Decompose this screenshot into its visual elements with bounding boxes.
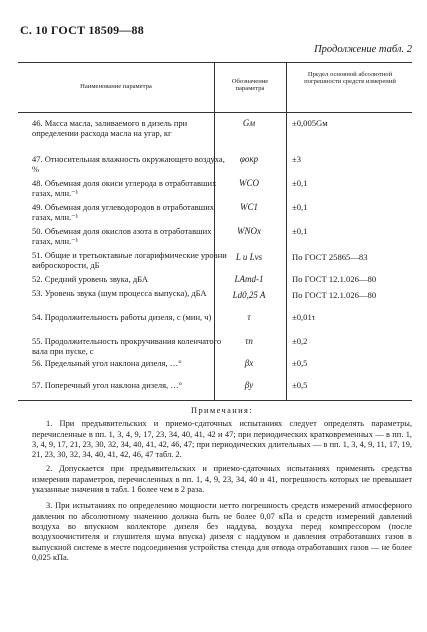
row-53-symbol: Ld0,25 A bbox=[232, 290, 266, 300]
row-51-name: 51. Общие и третьоктавные логарифмические уровни виброскорости, дБ bbox=[32, 250, 227, 270]
row-55-limit: ±0,2 bbox=[292, 336, 308, 346]
row-50-symbol: WNOx bbox=[237, 226, 261, 236]
note-3: 3. При испытаниях по определению мощности нетто погрешность средств измерений атмосферного давления по абсолютному значению должна быть не более 0,07 кПа и средств измерений давлений воздуха во впускном коллекторе дизеля без наддува, воздуха перед компрессором (после воздухоочистителя и глушителя шума впуска) дизеля с наддувом и давления отработавших газов в выпускной системе в месте подсоединения устройства стенда для отвода отработавших газов — не более 0,025 кПа. bbox=[32, 501, 412, 562]
row-47-name: 47. Относительная влажность окружающего воздуха, % bbox=[32, 154, 225, 174]
row-52-limit: По ГОСТ 12.1.026—80 bbox=[292, 274, 377, 284]
column-header-symbol: Обозначение параметра bbox=[231, 78, 269, 93]
row-50-name: 50. Объемная доля окислов азота в отработавших газах, млн.⁻¹ bbox=[32, 226, 212, 246]
notes-title: Примечания: bbox=[191, 406, 253, 415]
row-52-name: 52. Средний уровень звука, дБА bbox=[32, 274, 149, 284]
table-top-rule bbox=[18, 62, 412, 63]
row-54-name: 54. Продолжительность работы дизеля, с (мин, ч) bbox=[32, 312, 212, 322]
row-47-limit: ±3 bbox=[292, 154, 302, 164]
row-55-name: 55. Продолжительность прокручивания коленчатого вала при пуске, с bbox=[32, 336, 222, 356]
row-49-symbol: WC1 bbox=[240, 202, 258, 212]
row-57-limit: ±0,5 bbox=[292, 380, 308, 390]
row-57-name: 57. Поперечный угол наклона дизеля, …° bbox=[32, 380, 183, 390]
row-53-limit: По ГОСТ 12.1.026—80 bbox=[292, 290, 377, 300]
row-48-symbol: WCO bbox=[239, 178, 259, 188]
row-57-symbol: βy bbox=[244, 380, 254, 390]
row-46-limit: ±0,005Gм bbox=[292, 118, 328, 128]
row-48-name: 48. Объемная доля окиси углерода в отработавших газах, млн.⁻¹ bbox=[32, 178, 217, 198]
page-header: С. 10 ГОСТ 18509—88 bbox=[20, 23, 144, 37]
row-50-limit: ±0,1 bbox=[292, 226, 308, 236]
column-header-limit: Предел основной абсолютной погрешности средств измерений bbox=[304, 71, 396, 86]
row-53-name: 53. Уровень звука (шум процесса выпуска), дБА bbox=[32, 288, 207, 298]
table-continuation-label: Продолжение табл. 2 bbox=[314, 44, 412, 55]
column-divider-2 bbox=[286, 62, 287, 400]
row-46-name: 46. Масса масла, заливаемого в дизель при определении расхода масла на угар, кг bbox=[32, 118, 188, 138]
notes-section bbox=[32, 406, 412, 567]
note-1: 1. При предъявительских и приемо-сдаточных испытаниях следует определять параметры, перечисленные в пп. 1, 3, 4, 9, 17, 23, 34, 40, 41, 42 и 47; при периодических кратковременных — в пп. 1, 3, 4, 9, 17, 21, 23, 30, 32, 34, 40, 41, 42, 46, 47; при периодических длительных — в пп. 1, 3, 4, 9, 11, 17, 19, 21, 23, 30, 32, 34, 40, 41, 42, 46, 47 табл. 2. bbox=[32, 419, 412, 460]
row-46-symbol: Gм bbox=[242, 118, 256, 128]
row-47-symbol: φокр bbox=[239, 154, 259, 164]
table-bottom-rule bbox=[18, 400, 412, 401]
row-56-symbol: βx bbox=[244, 358, 254, 368]
row-55-symbol: τп bbox=[245, 336, 253, 346]
row-49-limit: ±0,1 bbox=[292, 202, 308, 212]
row-49-name: 49. Объемная доля углеводородов в отработавших газах, млн.⁻¹ bbox=[32, 202, 214, 222]
parameters-table bbox=[18, 62, 412, 400]
note-2: 2. Допускается при предъявительских и приемо-сдаточных испытаниях применять средства измерения параметров, перечисленных в пп. 1, 4, 9, 23, 34, 40 и 41, погрешность которых не превышает указанные значения в табл. 1 более чем в 2 раза. bbox=[32, 464, 412, 495]
column-header-name: Наименование параметра bbox=[80, 83, 152, 90]
row-56-limit: ±0,5 bbox=[292, 358, 308, 368]
table-header-rule bbox=[18, 112, 412, 113]
row-56-name: 56. Предельный угол наклона дизеля, …° bbox=[32, 358, 182, 368]
row-54-limit: ±0,01τ bbox=[292, 312, 316, 322]
row-51-limit: По ГОСТ 25865—83 bbox=[292, 252, 368, 262]
row-48-limit: ±0,1 bbox=[292, 178, 308, 188]
row-52-symbol: LAmd-1 bbox=[234, 274, 264, 284]
row-54-symbol: τ bbox=[247, 312, 251, 322]
row-51-symbol: L и Lvs bbox=[235, 252, 263, 262]
